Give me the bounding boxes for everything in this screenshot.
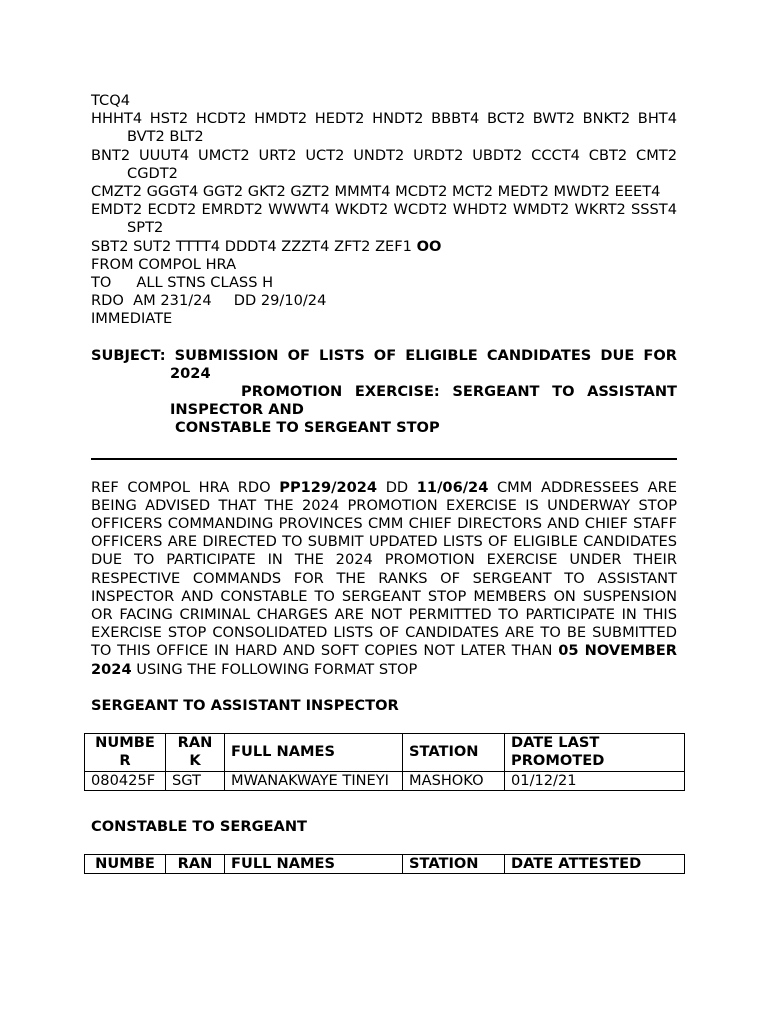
constable-to-sergeant-table (84, 854, 685, 874)
subject-line-1: SUBJECT: SUBMISSION OF LISTS OF ELIGIBLE CANDIDATES DUE FOR (91, 346, 677, 364)
address-group-4: EMDT2 ECDT2 EMRDT2 WWWT4 WKDT2 WCDT2 WHDT2 WMDT2 WKRT2 SSST4 SPT2 (91, 201, 677, 237)
table2-header-rank: RAN (166, 854, 225, 873)
address-group-1: HHHT4 HST2 HCDT2 HMDT2 HEDT2 HNDT2 BBBT4 BCT2 BWT2 BNKT2 BHT4 BVT2 BLT2 (91, 110, 677, 146)
from-line: FROM COMPOL HRA (91, 255, 237, 273)
subject-line-3: PROMOTION EXERCISE: SERGEANT TO ASSISTANT (241, 383, 677, 401)
address-group-5-bold: OO (416, 237, 442, 255)
table1-header-rank: RAN K (166, 734, 225, 771)
to-value: ALL STNS CLASS H (136, 274, 274, 292)
body-text-1: REF COMPOL HRA RDO (91, 478, 280, 496)
to-label: TO (91, 274, 112, 292)
signal-document (91, 92, 677, 874)
address-group-5-text: SBT2 SUT2 TTTT4 DDDT4 ZZZT4 ZFT2 ZEF1 (91, 237, 412, 255)
table2-title: CONSTABLE TO SERGEANT (91, 817, 307, 835)
table-row (85, 771, 685, 790)
rdo-dd: DD 29/10/24 (233, 292, 327, 310)
rdo-line (91, 292, 677, 310)
rdo-am: AM 231/24 (133, 292, 212, 310)
table2-header-row (85, 854, 685, 873)
cell-fullnames: MWANAKWAYE TINEYI (225, 771, 403, 790)
cell-station: MASHOKO (403, 771, 505, 790)
sergeant-to-ai-table (84, 733, 685, 791)
cell-number: 080425F (85, 771, 166, 790)
table2-header-fullnames: FULL NAMES (225, 854, 403, 873)
subject-line-4: INSPECTOR AND (170, 401, 304, 419)
subject-divider (91, 458, 677, 460)
to-line (91, 274, 677, 292)
cell-date: 01/12/21 (505, 771, 685, 790)
subject-line-5: CONSTABLE TO SERGEANT STOP (175, 419, 440, 437)
reference-number: PP129/2024 (279, 478, 378, 496)
address-group-2: BNT2 UUUT4 UMCT2 URT2 UCT2 UNDT2 URDT2 UBDT2 CCCT4 CBT2 CMT2 CGDT2 (91, 146, 677, 182)
body-paragraph (91, 479, 677, 679)
cell-rank: SGT (166, 771, 225, 790)
table2-header-number: NUMBE (85, 854, 166, 873)
subject-block (91, 347, 677, 438)
address-group-3: CMZT2 GGGT4 GGT2 GKT2 GZT2 MMMT4 MCDT2 MCT2 MEDT2 MWDT2 EEET4 (91, 183, 661, 201)
address-group-5 (91, 238, 677, 256)
table1-header-row (85, 734, 685, 771)
body-text-2: DD (377, 478, 417, 496)
table1-title: SERGEANT TO ASSISTANT INSPECTOR (91, 696, 399, 714)
deadline-date: 05 NOVEMBER 2024 (91, 642, 677, 678)
table2-header-station: STATION (403, 854, 505, 873)
table1-header-date: DATE LAST PROMOTED (505, 734, 685, 771)
body-text-4: USING THE FOLLOWING FORMAT STOP (131, 660, 418, 678)
rdo-label: RDO (91, 292, 124, 310)
priority-line: IMMEDIATE (91, 310, 173, 328)
table1-header-fullnames: FULL NAMES (225, 734, 403, 771)
reference-date: 11/06/24 (416, 478, 489, 496)
table2-header-date: DATE ATTESTED (505, 854, 685, 873)
signal-tcq: TCQ4 (91, 92, 131, 109)
subject-line-2: 2024 (170, 364, 211, 382)
table1-header-station: STATION (403, 734, 505, 771)
table1-header-number: NUMBE R (85, 734, 166, 771)
body-text-3: CMM ADDRESSEES ARE BEING ADVISED THAT THE 2024 PROMOTION EXERCISE IS UNDERWAY STOP OFFICERS COMMANDING PROVINCES CMM CHIEF DIRECTORS AND CHIEF STAFF OFFICERS ARE DIRECTED TO SUBMIT UPDATED LISTS OF ELIGIBLE CANDIDATES DUE TO PARTICIPATE IN THE 2024 PROMOTION EXERCISE UNDER THEIR RESPECTIVE COMMANDS FOR THE RANKS OF SERGEANT TO ASSISTANT INSPECTOR AND CONSTABLE TO SERGEANT STOP MEMBERS ON SUSPENSION OR FACING CRIMINAL CHARGES ARE NOT PERMITTED TO PARTICIPATE IN THIS EXERCISE STOP CONSOLIDATED LISTS OF CANDIDATES ARE TO BE SUBMITTED TO THIS OFFICE IN HARD AND SOFT COPIES NOT LATER THAN (91, 478, 677, 660)
